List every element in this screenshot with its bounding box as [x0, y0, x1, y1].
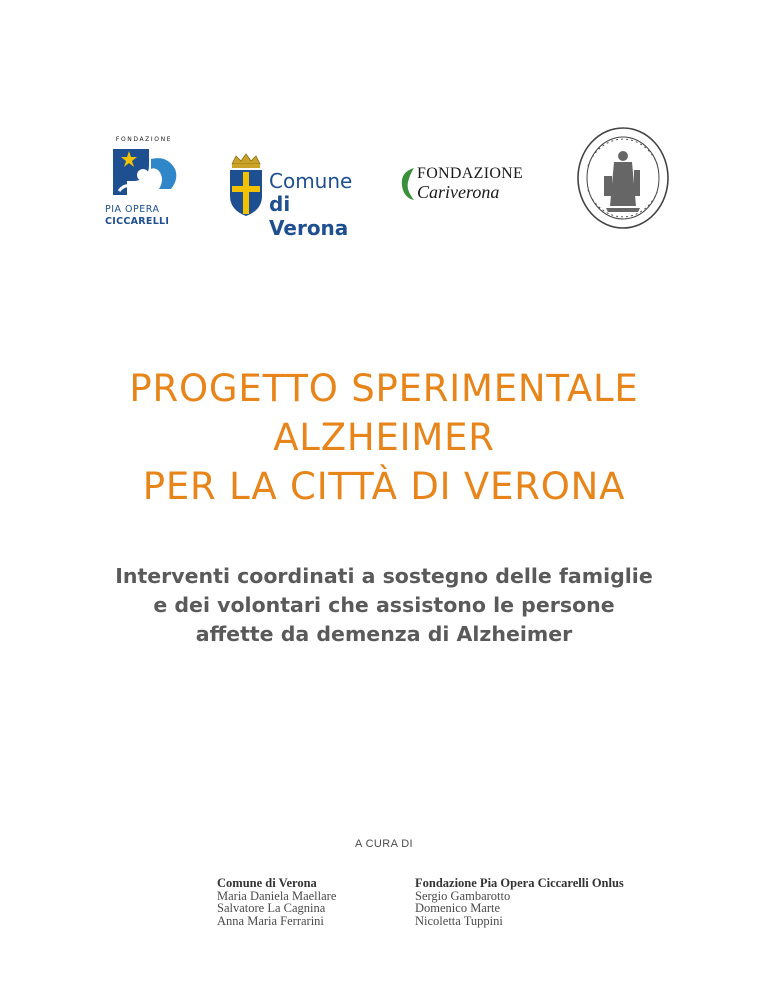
pia-emblem-icon: [109, 145, 179, 203]
pia-logo-line1: PIA OPERA: [105, 204, 160, 215]
document-title: [0, 364, 768, 511]
comune-shield-icon: [226, 152, 266, 218]
credits-left-heading: Comune di Verona: [217, 876, 317, 890]
comune-di-verona-logo: [226, 152, 376, 240]
logo-strip: [0, 0, 768, 240]
credits-right-column: [415, 877, 624, 927]
title-line-2: ALZHEIMER: [273, 416, 495, 459]
ulss-seal-logo: [576, 126, 670, 230]
comune-logo-line1: Comune: [269, 169, 353, 193]
credits-left-name: Maria Daniela Maellare: [217, 888, 337, 903]
cariverona-logo-line1: FONDAZIONE: [417, 165, 524, 182]
credits-left-name: Anna Maria Ferrarini: [217, 913, 324, 928]
pia-opera-ciccarelli-logo: [105, 136, 183, 236]
pia-logo-top-text: FONDAZIONE: [115, 136, 173, 143]
document-subtitle: [0, 562, 768, 649]
subtitle-line-3: affette da demenza di Alzheimer: [195, 622, 573, 646]
title-line-3: PER LA CITTÀ DI VERONA: [142, 465, 626, 508]
credits-left-name: Salvatore La Cagnina: [217, 901, 326, 915]
ulss-seal-icon: [576, 126, 670, 230]
credits-right-name: Sergio Gambarotto: [415, 888, 511, 903]
credits-left-column: [217, 877, 336, 927]
fondazione-cariverona-logo: [400, 162, 550, 208]
credits-right-name: Domenico Marte: [415, 901, 501, 915]
subtitle-line-2: e dei volontari che assistono le persone: [153, 593, 615, 617]
credits-right-heading: Fondazione Pia Opera Ciccarelli Onlus: [415, 876, 624, 890]
curated-by-label: A CURA DI: [354, 838, 413, 850]
title-line-1: PROGETTO SPERIMENTALE: [129, 367, 639, 410]
credits-right-name: Nicoletta Tuppini: [415, 913, 503, 928]
pia-logo-line2: CICCARELLI: [105, 216, 170, 227]
subtitle-line-1: Interventi coordinati a sostegno delle famiglie: [115, 564, 653, 588]
cariverona-logo-line2: Cariverona: [417, 182, 500, 202]
cariverona-leaf-icon: [400, 166, 416, 202]
comune-logo-line2: di Verona: [269, 192, 349, 240]
